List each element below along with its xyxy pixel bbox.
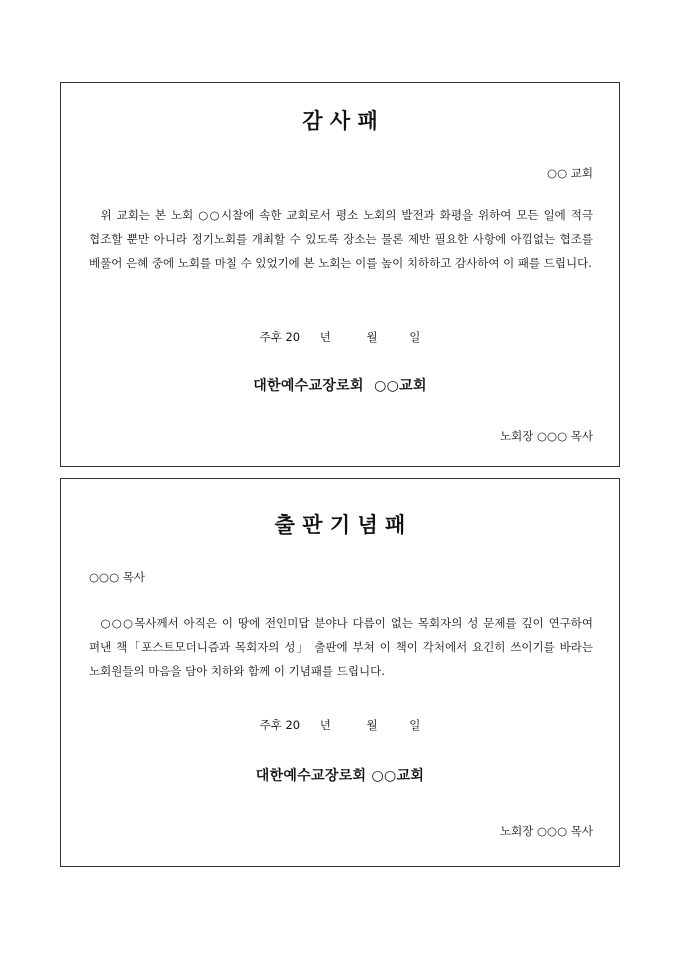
date-year: 년 bbox=[319, 330, 331, 344]
plaque-body: 위 교회는 본 노회 ○○시찰에 속한 교회로서 평소 노회의 발전과 화평을 위하여 모든 일에 적극 협조할 뿐만 아니라 정기노회를 개최할 수 있도록 장소는 물론 제반 필요한 사항에 아낌없는 협조를 베풀어 은혜 중에 노회를 마칠 수 있었기에 본 노회는 이를 높이 치하하고 감사하여 이 패를 드립니다. bbox=[89, 208, 593, 270]
date-month: 월 bbox=[366, 330, 378, 344]
plaque-body: ○○○목사께서 아직은 이 땅에 전인미답 분야나 다름이 없는 목회자의 성 문제를 깊이 연구하여 펴낸 책「포스트모더니즘과 목회자의 성」 출판에 부쳐 이 책이 각처에서 요긴히 쓰이기를 바라는 노회원들의 마음을 담아 치하와 함께 이 기념패를 드립니다. bbox=[89, 616, 593, 678]
recipient-pastor: ○○○ 목사 bbox=[89, 570, 145, 584]
date-line bbox=[61, 329, 619, 345]
date-month: 월 bbox=[366, 718, 378, 732]
plaque-title: 출 판 기 념 패 bbox=[274, 512, 406, 537]
recipient-church: ○○ 교회 bbox=[547, 166, 593, 180]
organization-name: 대한예수교장로회 ○○교회 bbox=[255, 768, 425, 784]
publication-plaque bbox=[60, 478, 620, 867]
date-day: 일 bbox=[409, 330, 421, 344]
plaque-title: 감 사 패 bbox=[302, 108, 378, 133]
signature: 노회장 ○○○ 목사 bbox=[500, 824, 593, 838]
date-prefix: 주후 20 bbox=[259, 330, 301, 344]
organization-name: 대한예수교장로회 ○○교회 bbox=[253, 378, 427, 394]
date-line bbox=[61, 717, 619, 733]
date-prefix: 주후 20 bbox=[259, 718, 301, 732]
date-day: 일 bbox=[409, 718, 421, 732]
appreciation-plaque bbox=[60, 82, 620, 467]
date-year: 년 bbox=[319, 718, 331, 732]
signature: 노회장 ○○○ 목사 bbox=[500, 429, 593, 443]
